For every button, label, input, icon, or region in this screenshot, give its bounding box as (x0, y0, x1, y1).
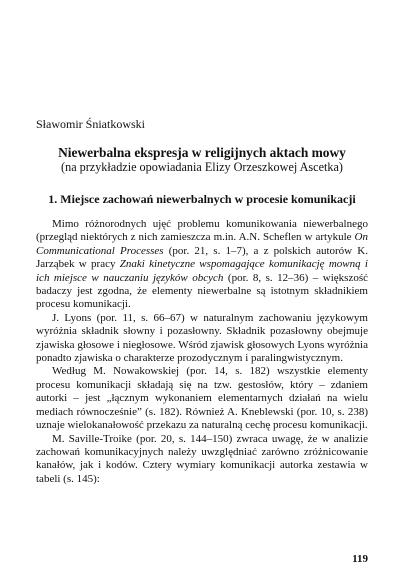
paragraph-3: Według M. Nowakowskiej (por. 14, s. 182) wszystkie elementy procesu komunikacji składają się na tzw. gestosłów, który – zdaniem autorki – jest „łącznym wykonaniem elementarnych działań na wielu mediach równocześnie” (s. 182). Również A. Kneblewski (por. 10, s. 238) uznaje wielokanałowość przekazu za naturalną cechę procesu komunikacji. (36, 365, 368, 432)
paragraph-1-text-b: (por. 21, s. 1–7), a z polskich autorów K. Jarząbek w pracy (36, 244, 368, 271)
paragraph-2: J. Lyons (por. 11, s. 66–67) w naturalnym zachowaniu językowym wyróżnia składnik słowny i pozasłowny. Składnik pozasłowny obejmuje zjawiska głosowe i niegłosowe. Wśród zjawisk głosowych Lyons wyróżnia ponadto zjawiska o charakterze prozodycznym i paralingwistycznym. (36, 311, 368, 365)
paragraph-1 (36, 218, 368, 312)
paragraph-1-text-a: Mimo różnorodnych ujęć problemu komunikowania niewerbalnego (przegląd niektórych z nich zamieszcza m.in. A.N. Scheflen w artykule (36, 218, 368, 244)
article-title: Niewerbalna ekspresja w religijnych aktach mowy (58, 145, 346, 160)
section-heading: 1. Miejsce zachowań niewerbalnych w procesie komunikacji (48, 192, 356, 206)
cited-title-english: On Communicational Processes (36, 231, 368, 257)
cited-title-polish: Znaki kinetyczne wspomagające komunikację mowną i ich miejsce w nauczaniu języków obcych (36, 258, 368, 284)
page-number: 119 (352, 553, 368, 565)
author-name: Sławomir Śniatkowski (36, 117, 146, 131)
paragraph-4: M. Saville-Troike (por. 20, s. 144–150) zwraca uwagę, że w analizie zachowań komunikacyjnych należy uwzględniać zarówno zróżnicowanie kanałów, jak i kodów. Cztery wymiary komunikacji autorka zestawia w tabeli (s. 145): (36, 432, 368, 485)
article-subtitle: (na przykładzie opowiadania Elizy Orzeszkowej Ascetka) (61, 160, 343, 174)
paragraph-1-text-c: (por. 8, s. 12–36) – większość badaczy jest zgodna, że elementy niewerbalne są istotnym składnikiem procesu komunikacji. (36, 271, 369, 311)
body-text (36, 218, 368, 486)
